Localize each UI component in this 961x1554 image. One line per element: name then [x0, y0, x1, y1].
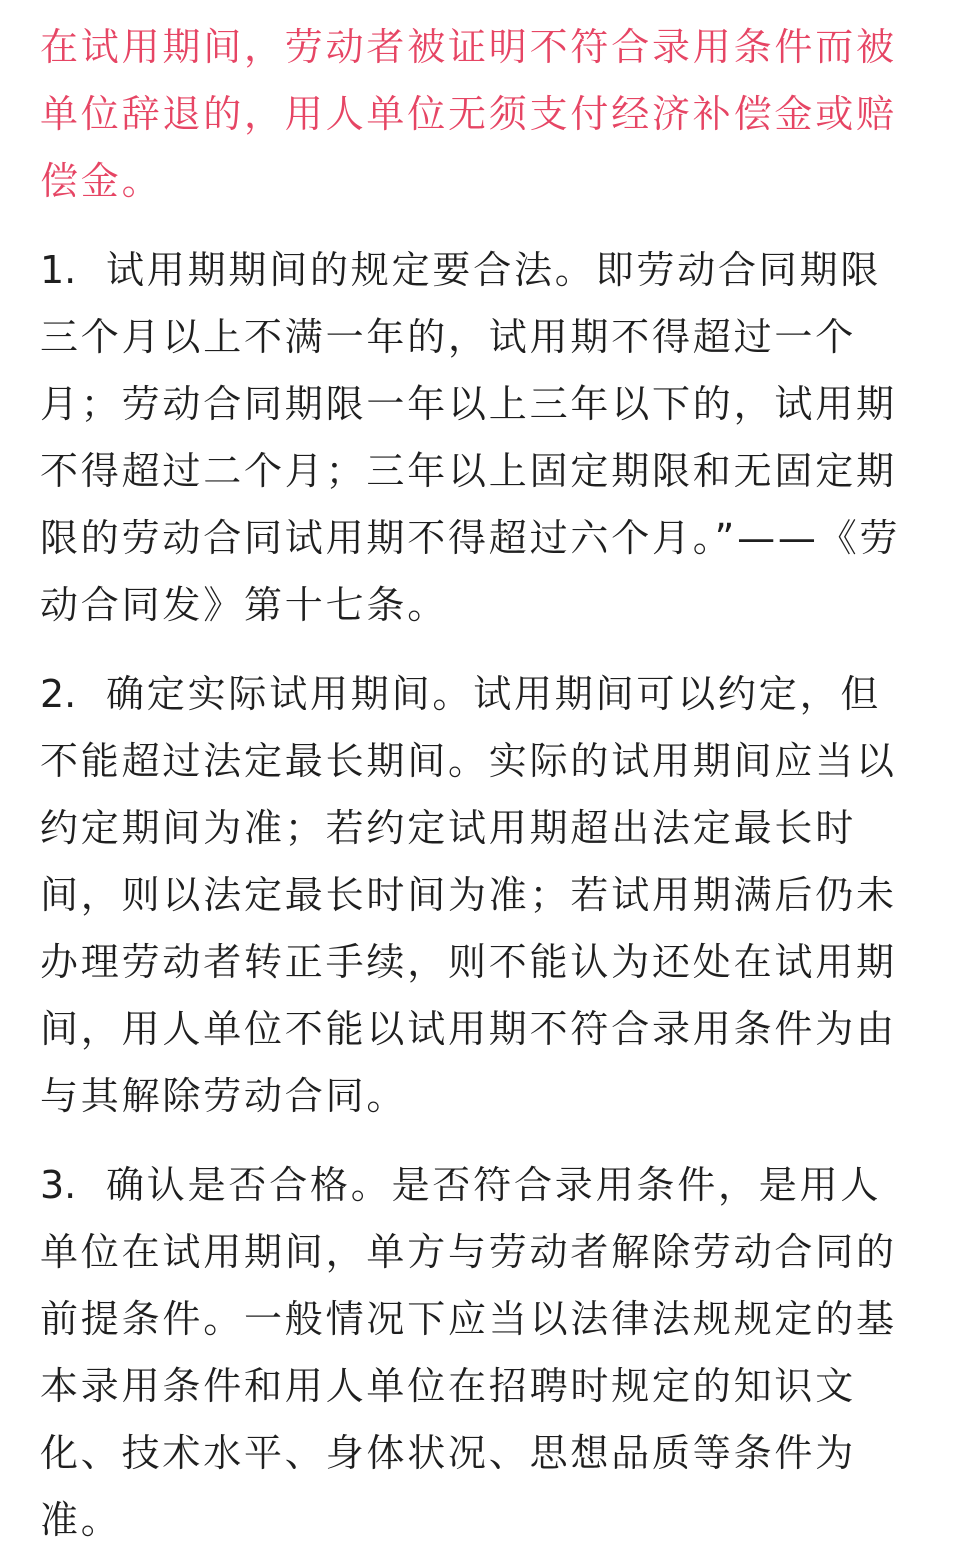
list-item-number: 2.: [40, 672, 77, 716]
list-item-3: [40, 1152, 921, 1554]
list-item-text: 试用期期间的规定要合法。即劳动合同期限三个月以上不满一年的，试用期不得超过一个月；劳动合同期限一年以上三年以下的，试用期不得超过二个月；三年以上固定期限和无固定期限的劳动合同试用期不得超过六个月。”——《劳动合同发》第十七条。: [40, 248, 901, 627]
list-item-text: 确认是否合格。是否符合录用条件，是用人单位在试用期间，单方与劳动者解除劳动合同的前提条件。一般情况下应当以法律法规规定的基本录用条件和用人单位在招聘时规定的知识文化、技术水平、身体状况、思想品质等条件为准。: [40, 1163, 897, 1542]
list-item-1: [40, 237, 921, 639]
intro-paragraph: 在试用期间，劳动者被证明不符合录用条件而被单位辞退的，用人单位无须支付经济补偿金或赔偿金。: [40, 25, 897, 203]
list-item-text: 确定实际试用期间。试用期间可以约定，但不能超过法定最长期间。实际的试用期间应当以约定期间为准；若约定试用期超出法定最长时间，则以法定最长时间为准；若试用期满后仍未办理劳动者转正手续，则不能认为还处在试用期间，用人单位不能以试用期不符合录用条件为由与其解除劳动合同。: [40, 672, 897, 1118]
list-item-number: 3.: [40, 1163, 77, 1207]
list-item-2: [40, 661, 921, 1130]
list-item-number: 1.: [40, 248, 77, 292]
